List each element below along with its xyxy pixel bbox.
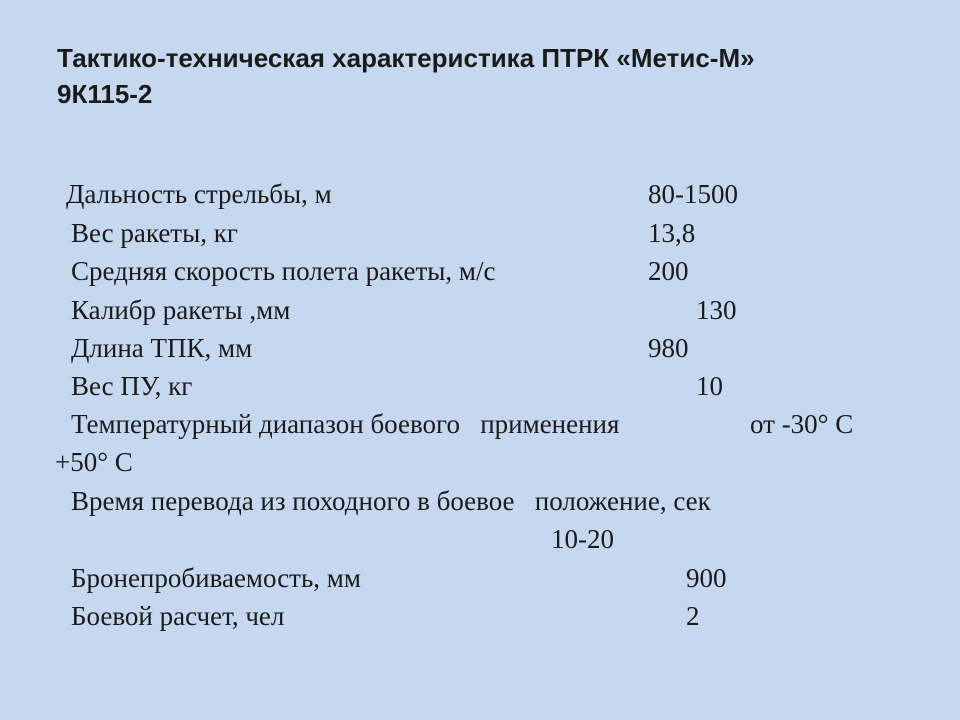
spec-row-deploy-time-value <box>0 520 960 558</box>
spec-row-missile-weight <box>0 214 960 252</box>
spec-value: 10 <box>696 371 723 401</box>
spec-label: Бронепробиваемость, мм <box>71 563 361 593</box>
spec-row-penetration <box>0 559 960 597</box>
spec-label: Вес ПУ, кг <box>71 371 193 401</box>
spec-label: Дальность стрельбы, м <box>66 179 332 209</box>
spec-value-continuation: +50° С <box>55 447 133 477</box>
spec-row-speed <box>0 252 960 290</box>
spec-value: от -30° С <box>750 409 854 439</box>
spec-label: Температурный диапазон боевого применения <box>71 409 620 439</box>
spec-value: 10-20 <box>551 524 614 554</box>
spec-row-crew <box>0 597 960 635</box>
spec-row-temperature-cont <box>0 443 960 481</box>
title-line-2: 9К115-2 <box>57 79 153 109</box>
spec-value: 80-1500 <box>648 179 738 209</box>
spec-row-deploy-time <box>0 482 960 520</box>
spec-label: Вес ракеты, кг <box>71 218 238 248</box>
spec-row-caliber <box>0 291 960 329</box>
spec-label: Калибр ракеты ,мм <box>71 295 291 325</box>
spec-value: 130 <box>696 295 737 325</box>
spec-value: 980 <box>648 333 689 363</box>
title-line-1: Тактико-техническая характеристика ПТРК «Метис-М» <box>57 43 755 73</box>
spec-label: Боевой расчет, чел <box>71 601 285 631</box>
spec-label: Длина ТПК, мм <box>71 333 253 363</box>
spec-label: Средняя скорость полета ракеты, м/с <box>71 256 496 286</box>
spec-value: 900 <box>686 563 727 593</box>
spec-value: 13,8 <box>648 218 696 248</box>
spec-value: 2 <box>686 601 700 631</box>
spec-label: Время перевода из походного в боевое положение, сек <box>71 486 711 516</box>
spec-row-range <box>0 175 960 213</box>
spec-value: 200 <box>648 256 689 286</box>
spec-row-launcher-weight <box>0 367 960 405</box>
spec-row-tpk-length <box>0 329 960 367</box>
spec-row-temperature <box>0 405 960 443</box>
